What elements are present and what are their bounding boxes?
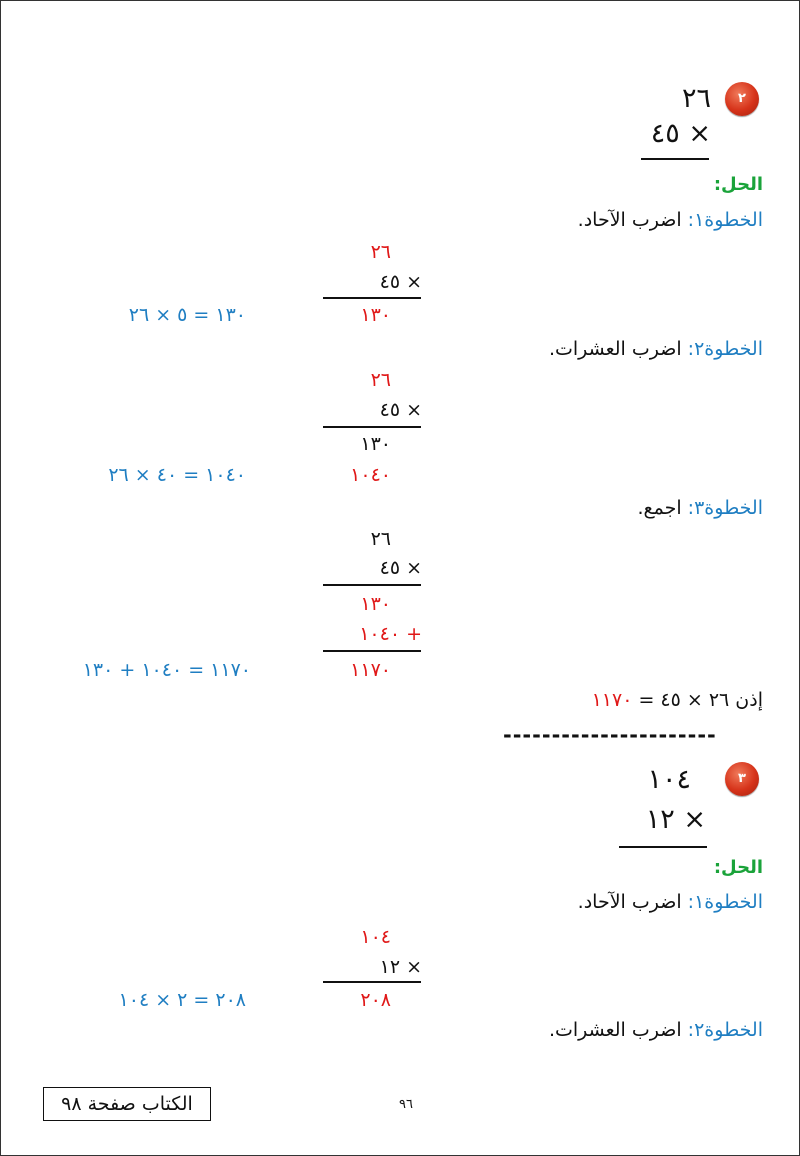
step3-partial-1: ١٣٠	[360, 593, 391, 615]
step1-side-equation: ١٣٠ = ٥ × ٢٦	[128, 304, 246, 326]
step1-text: اضرب الآحاد.	[577, 209, 688, 231]
problem-top-number: ١٠٤	[647, 764, 691, 795]
page-number: ٩٦	[399, 1097, 413, 1112]
step2-previous-result: ١٣٠	[360, 433, 391, 455]
step1-multiplier: ١٢ ×	[379, 956, 422, 978]
step1-heading	[578, 209, 763, 231]
step2-text: اضرب العشرات.	[548, 338, 688, 360]
problem-bottom-number: ١٢ ×	[645, 804, 706, 835]
solution-label: الحل:	[713, 174, 763, 195]
step2-label: الخطوة٢:	[687, 338, 763, 360]
step2-label: الخطوة٢:	[687, 1019, 763, 1041]
step3-rule-2	[323, 650, 421, 652]
step3-label: الخطوة٣:	[687, 497, 763, 519]
step3-multiplicand: ٢٦	[370, 528, 391, 550]
conclusion-value: ١١٧٠	[591, 689, 633, 711]
step2-heading	[549, 338, 763, 360]
book-page-reference: الكتاب صفحة ٩٨	[43, 1087, 211, 1121]
conclusion	[592, 689, 763, 711]
step1-multiplicand: ٢٦	[370, 241, 391, 263]
step2-side-equation: ١٠٤٠ = ٤٠ × ٢٦	[108, 464, 246, 486]
step1-result: ٢٠٨	[360, 989, 391, 1011]
step3-side-equation: ١١٧٠ = ١٠٤٠ + ١٣٠	[82, 659, 251, 681]
step3-partial-2: ١٠٤٠ +	[359, 623, 422, 645]
problem-rule	[619, 846, 707, 848]
step3-heading	[637, 497, 763, 519]
problem-top-number: ٢٦	[681, 83, 711, 114]
step1-heading	[578, 891, 763, 913]
step2-multiplicand: ٢٦	[370, 369, 391, 391]
step3-rule-1	[323, 584, 421, 586]
step2-multiplier: ٤٥ ×	[379, 399, 422, 421]
step1-label: الخطوة١:	[687, 209, 763, 231]
step2-rule	[323, 426, 421, 428]
step1-rule	[323, 297, 421, 299]
step1-result: ١٣٠	[360, 304, 391, 326]
problem-number-badge: ٣	[725, 762, 759, 796]
problem-number-badge: ٢	[725, 82, 759, 116]
solution-label: الحل:	[713, 857, 763, 878]
step1-text: اضرب الآحاد.	[577, 891, 688, 913]
step2-result: ١٠٤٠	[350, 464, 391, 486]
step1-side-equation: ٢٠٨ = ٢ × ١٠٤	[118, 989, 246, 1011]
step1-multiplier: ٤٥ ×	[379, 271, 422, 293]
step3-result: ١١٧٠	[350, 659, 391, 681]
problem-rule	[641, 158, 709, 160]
step1-rule	[323, 981, 421, 983]
step1-multiplicand: ١٠٤	[360, 926, 391, 948]
step1-label: الخطوة١:	[687, 891, 763, 913]
conclusion-text: إذن ٢٦ × ٤٥ =	[632, 689, 763, 711]
step2-text: اضرب العشرات.	[548, 1019, 688, 1041]
section-divider: ----------------------	[503, 723, 717, 747]
step3-multiplier: ٤٥ ×	[379, 557, 422, 579]
problem-bottom-number: ٤٥ ×	[650, 118, 711, 149]
step2-heading	[549, 1019, 763, 1041]
step3-text: اجمع.	[637, 497, 688, 519]
